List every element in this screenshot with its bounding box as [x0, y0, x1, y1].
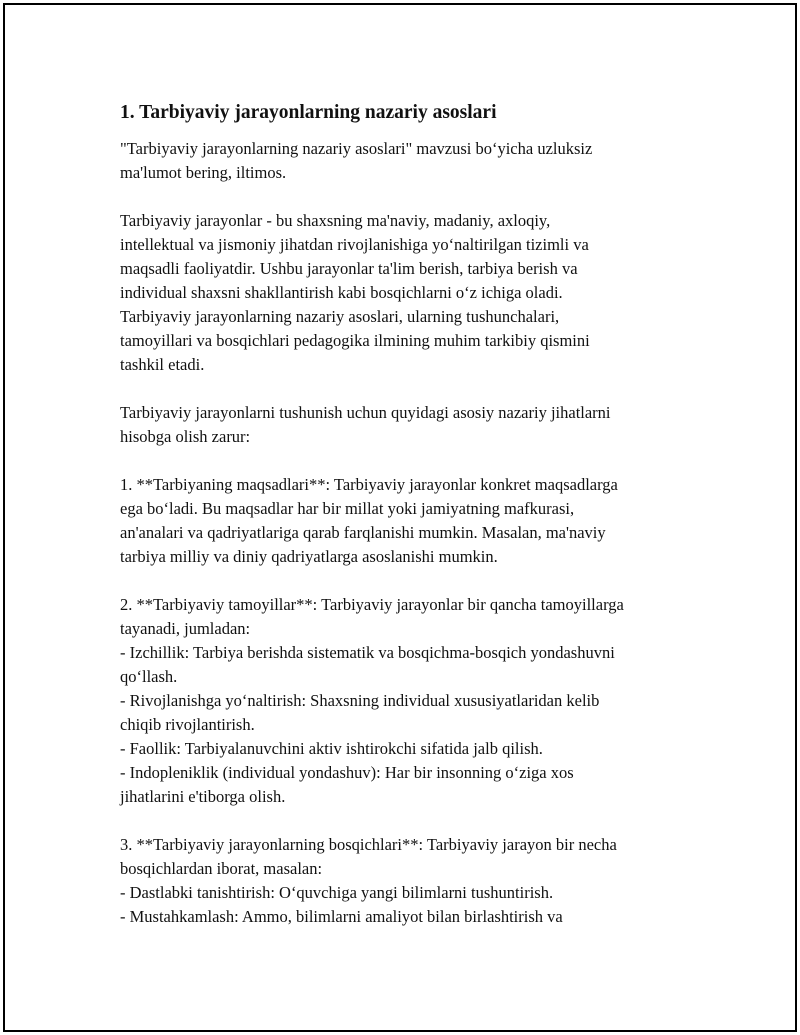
page-title: 1. Tarbiyaviy jarayonlarning nazariy asoslari [120, 102, 497, 123]
section-2-item: - Izchillik: Tarbiya berishda sistematik va bosqichma-bosqich yondashuvni qo‘llash. [120, 643, 615, 686]
section-2-item: - Rivojlanishga yo‘naltirish: Shaxsning individual xususiyatlaridan kelib chiqib rivojlantirish. [120, 691, 600, 734]
section-3 [120, 833, 710, 929]
section-3-heading: 3. **Tarbiyaviy jarayonlarning bosqichlari**: Tarbiyaviy jarayon bir necha bosqichlardan iborat, masalan: [120, 835, 617, 878]
request-paragraph: "Tarbiyaviy jarayonlarning nazariy asoslari" mavzusi bo‘yicha uzluksiz ma'lumot bering, iltimos. [120, 139, 593, 182]
lead-paragraph: Tarbiyaviy jarayonlarni tushunish uchun quyidagi asosiy nazariy jihatlarni hisobga olish zarur: [120, 403, 611, 446]
section-3-item: - Dastlabki tanishtirish: O‘quvchiga yangi bilimlarni tushuntirish. [120, 883, 554, 902]
document-page [3, 3, 797, 1032]
intro-paragraph: Tarbiyaviy jarayonlar - bu shaxsning ma'naviy, madaniy, axloqiy, intellektual va jismoniy jihatdan rivojlanishiga yo‘naltirilgan tizimli va maqsadli faoliyatdir. Ushbu jarayonlar ta'lim berish, tarbiya berish va individual shaxsni shakllantirish kabi bosqichlarni o‘z ichiga oladi. Tarbiyaviy jarayonlarning nazariy asoslari, ularning tushunchalari, tamoyillari va bosqichlari pedagogika ilmining muhim tarkibiy qismini tashkil etadi. [120, 211, 590, 374]
section-2-heading: 2. **Tarbiyaviy tamoyillar**: Tarbiyaviy jarayonlar bir qancha tamoyillarga tayanadi, jumladan: [120, 595, 624, 638]
section-2 [120, 593, 710, 809]
section-3-item: - Mustahkamlash: Ammo, bilimlarni amaliyot bilan birlashtirish va [120, 907, 563, 926]
document-body [120, 101, 710, 953]
section-2-item: - Indopleniklik (individual yondashuv): Har bir insonning o‘ziga xos jihatlarini e'tiborga olish. [120, 763, 574, 806]
section-1-paragraph: 1. **Tarbiyaning maqsadlari**: Tarbiyaviy jarayonlar konkret maqsadlarga ega bo‘ladi. Bu maqsadlar har bir millat yoki jamiyatning mafkurasi, an'analari va qadriyatlariga qarab farqlanishi mumkin. Masalan, ma'naviy tarbiya milliy va diniy qadriyatlarga asoslanishi mumkin. [120, 475, 618, 566]
section-2-item: - Faollik: Tarbiyalanuvchini aktiv ishtirokchi sifatida jalb qilish. [120, 739, 543, 758]
